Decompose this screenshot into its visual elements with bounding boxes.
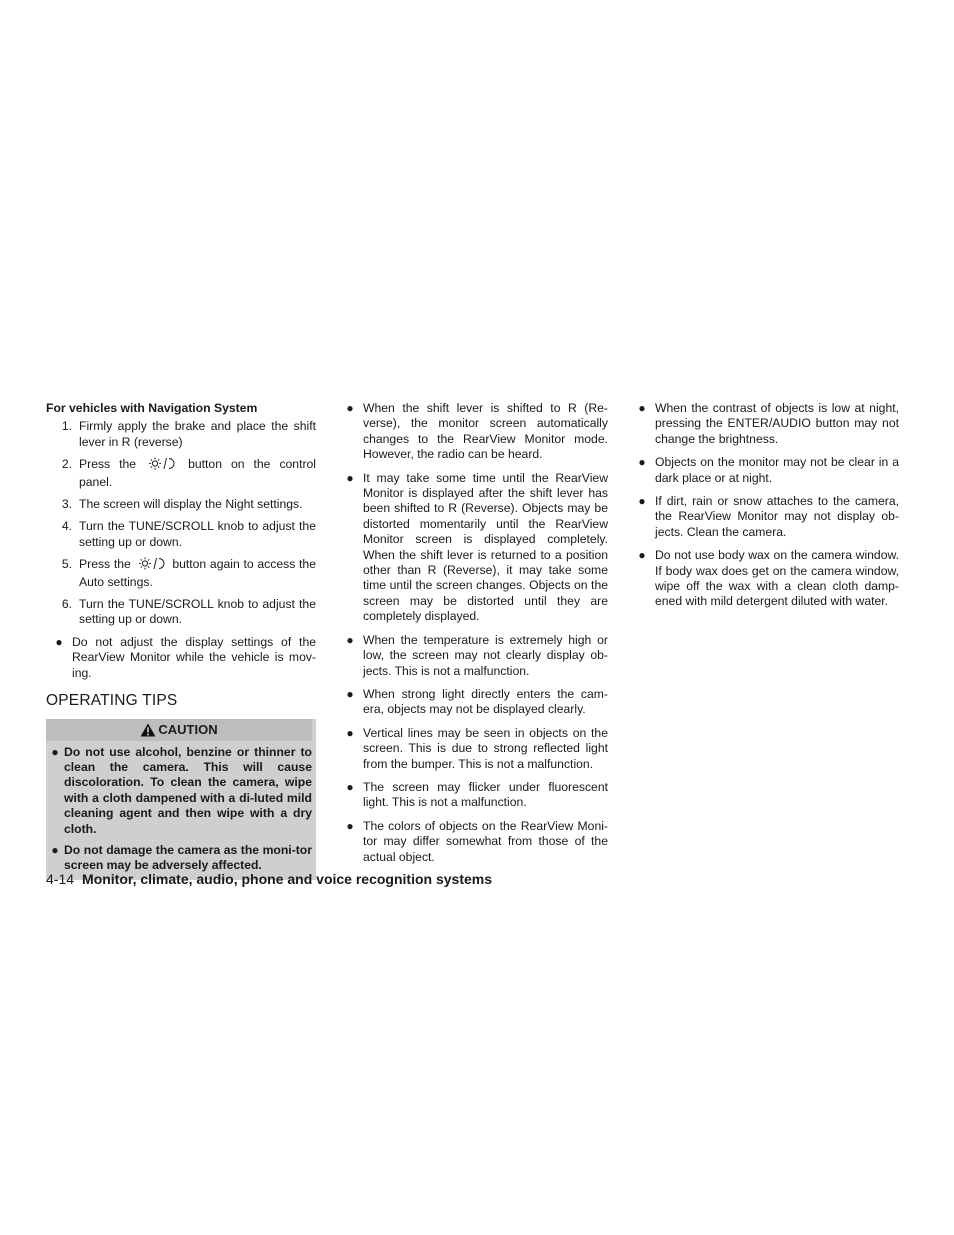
tip-text: When the contrast of objects is low at night, pressing the ENTER/AUDIO button may not change the brightness. [655,401,899,446]
column-left [46,401,316,880]
list-item [46,635,316,681]
list-item [629,401,899,447]
column-right [629,401,899,618]
step-6 [46,597,316,628]
tip-text: Vertical lines may be seen in objects on the screen. This is due to strong reflected light from the bumper. This is not a malfunction. [363,725,608,771]
tip-text: When the temperature is extremely high or low, the screen may not clearly display ob-jects. This is not a malfunction. [363,632,608,678]
list-item [46,843,312,874]
step-text-pre: Press the [79,457,137,472]
tip-text: When the shift lever is shifted to R (Re-verse), the monitor screen automatically changes to the RearView Monitor mode. However, the radio can be heard. [363,401,608,462]
chapter-title: Monitor, climate, audio, phone and voice recognition systems [82,871,492,887]
step-2 [46,457,316,490]
tip-text: Do not use body wax on the camera window. If body wax does get on the camera window, wipe off the wax with a clean cloth damp-ened with mild detergent diluted with water. [655,548,899,609]
caution-box [46,719,316,880]
caution-header [46,719,312,741]
step-number: 4. [61,519,72,534]
list-item [337,819,608,865]
bullet-icon: ● [638,401,646,415]
list-item [629,548,899,610]
bullet-icon: ● [346,401,354,415]
tip-text: If dirt, rain or snow attaches to the camera, the RearView Monitor may not display ob-jects. Clean the camera. [655,494,899,539]
warning-triangle-icon [140,723,156,737]
bullet-icon: ● [346,470,354,485]
list-item [337,687,608,718]
note-text: Do not adjust the display settings of the RearView Monitor while the vehicle is mov-ing. [72,634,316,680]
bullet-icon: ● [346,779,354,794]
column-middle [337,401,608,873]
bullet-icon: ● [638,494,646,509]
step-number: 6. [61,597,72,612]
caution-label: CAUTION [158,721,218,737]
list-item [629,494,899,540]
bullet-icon: ● [51,744,59,759]
step-5 [46,557,316,590]
step-4 [46,519,316,550]
step-1 [46,419,316,450]
list-item [337,780,608,811]
bullet-icon: ● [346,632,354,647]
step-text: Firmly apply the brake and place the shift lever in R (reverse) [79,419,316,449]
step-3 [46,497,316,512]
bullet-icon: ● [638,455,646,470]
bullet-icon: ● [346,818,354,833]
step-text: Turn the TUNE/SCROLL knob to adjust the setting up or down. [79,597,316,627]
tip-text: The screen may flicker under fluorescent light. This is not a malfunction. [363,779,608,810]
step-number: 1. [61,419,72,434]
bullet-icon: ● [638,548,646,563]
bullet-icon: ● [55,634,63,649]
list-item [337,726,608,772]
list-item [337,471,608,625]
tip-text: It may take some time until the RearView Monitor is displayed after the shift lever has been shifted to R (Reverse). Objects may be distorted momentarily until the RearView Monitor screen is displayed completely. When the shift lever is returned to a position other than R (Reverse), it may take some time until the screen changes. Objects on the screen may be distorted until they are completely displayed. [363,470,608,624]
subheading-navigation: For vehicles with Navigation System [46,401,258,415]
bullet-icon: ● [346,686,354,701]
list-item [629,455,899,486]
brightness-day-night-icon [139,557,165,574]
step-text-pre: Press the [79,557,131,572]
list-item [337,401,608,463]
list-item [46,745,312,837]
step-number: 2. [61,457,72,472]
page-footer [46,871,492,887]
step-text: The screen will display the Night settings. [79,497,303,512]
caution-text: Do not use alcohol, benzine or thinner to clean the camera. This will cause discoloration. To clean the camera, wipe with a cloth dampened with a di-luted mild cleaning agent and then wipe with a dry cloth. [64,744,312,836]
bullet-icon: ● [51,842,59,857]
caution-text: Do not damage the camera as the moni-tor screen may be adversely affected. [64,842,312,873]
section-title: OPERATING TIPS [46,692,178,710]
page-number: 4-14 [46,871,75,887]
step-text: Turn the TUNE/SCROLL knob to adjust the setting up or down. [79,519,316,549]
step-number: 5. [61,557,72,572]
tip-text: Objects on the monitor may not be clear in a dark place or at night. [655,455,899,485]
tip-text: When strong light directly enters the cam-era, objects may not be displayed clearly. [363,686,608,717]
tip-text: The colors of objects on the RearView Moni-tor may differ somewhat from those of the actual object. [363,818,608,864]
step-text-post: button again to access the Auto settings. [79,557,316,589]
step-number: 3. [61,497,72,512]
step-text-post: button on the control panel. [79,457,317,489]
brightness-day-night-icon [149,457,175,474]
list-item [337,633,608,679]
bullet-icon: ● [346,725,354,740]
